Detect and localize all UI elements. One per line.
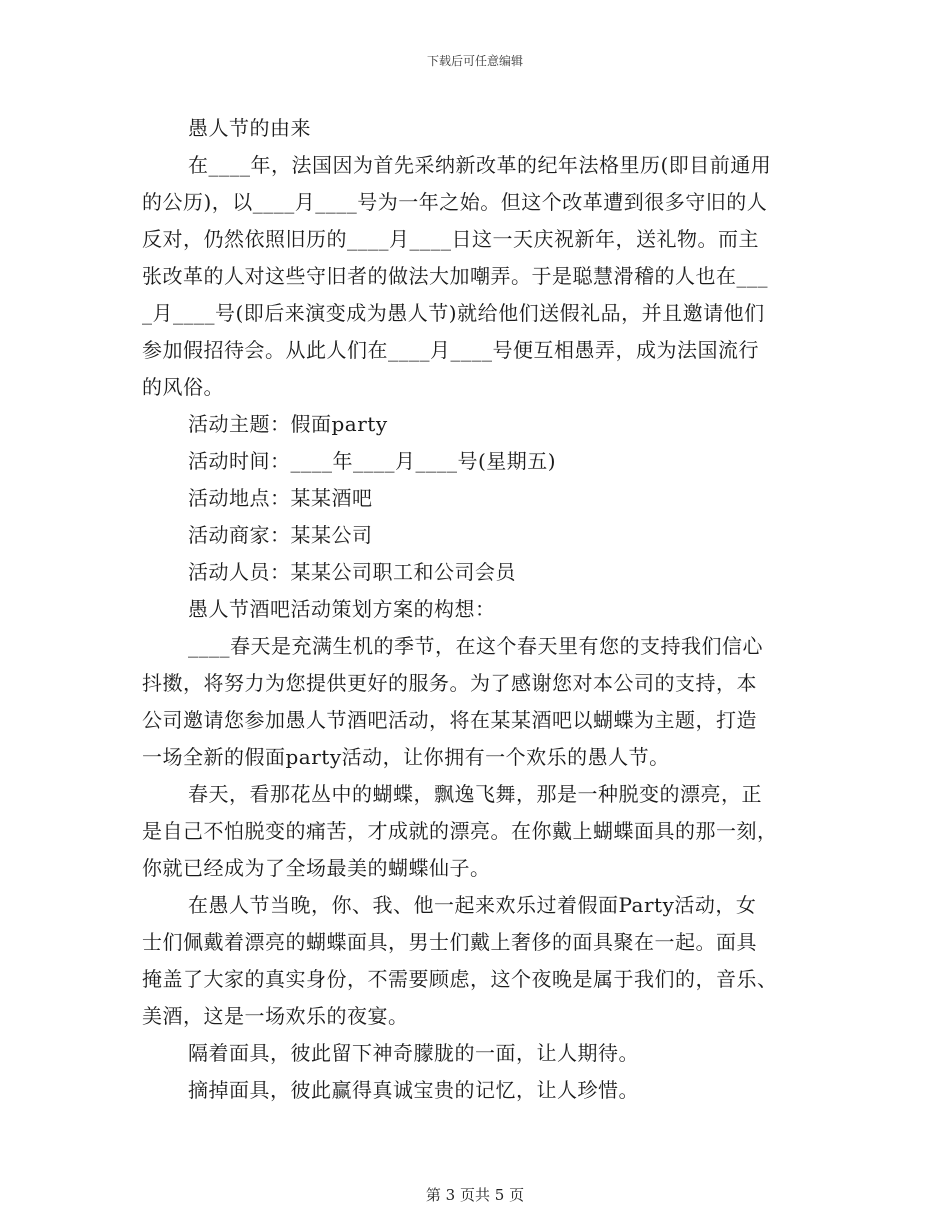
paragraph-line: 掩盖了大家的真实身份，不需要顾虑，这个夜晚是属于我们的，音乐、 bbox=[142, 967, 778, 991]
paragraph-line: 在____年，法国因为首先采纳新改革的纪年法格里历(即目前通用 bbox=[188, 153, 772, 177]
paragraph-line: 一场全新的假面party活动，让你拥有一个欢乐的愚人节。 bbox=[142, 745, 670, 769]
section-heading: 愚人节的由来 bbox=[188, 116, 311, 140]
paragraph-line: 张改革的人对这些守旧者的做法大加嘲弄。于是聪慧滑稽的人也在___ bbox=[142, 264, 768, 288]
paragraph-line: 摘掉面具，彼此赢得真诚宝贵的记忆，让人珍惜。 bbox=[188, 1078, 639, 1102]
paragraph-line: 抖擞，将努力为您提供更好的服务。为了感谢您对本公司的支持，本 bbox=[142, 671, 757, 695]
paragraph-line: 的风俗。 bbox=[142, 375, 224, 399]
paragraph-line: 春天，看那花丛中的蝴蝶，飘逸飞舞，那是一种脱变的漂亮，正 bbox=[188, 782, 762, 806]
paragraph-line: _月____号(即后来演变成为愚人节)就给他们送假礼品，并且邀请他们 bbox=[142, 301, 765, 325]
paragraph-line: 在愚人节当晚，你、我、他一起来欢乐过着假面Party活动，女 bbox=[188, 893, 757, 917]
page-number: 第 3 页共 5 页 bbox=[425, 1186, 525, 1204]
paragraph-line: 士们佩戴着漂亮的蝴蝶面具，男士们戴上奢侈的面具聚在一起。面具 bbox=[142, 930, 757, 954]
paragraph-line: 隔着面具，彼此留下神奇朦胧的一面，让人期待。 bbox=[188, 1041, 639, 1065]
activity-time: 活动时间：____年____月____号(星期五) bbox=[188, 449, 557, 473]
paragraph-line: ____春天是充满生机的季节，在这个春天里有您的支持我们信心 bbox=[188, 634, 763, 658]
paragraph-line: 你就已经成为了全场最美的蝴蝶仙子。 bbox=[142, 856, 491, 880]
paragraph-line: 参加假招待会。从此人们在____月____号便互相愚弄，成为法国流行 bbox=[142, 338, 759, 362]
plan-concept-heading: 愚人节酒吧活动策划方案的构想： bbox=[188, 597, 496, 621]
paragraph-line: 美酒，这是一场欢乐的夜宴。 bbox=[142, 1004, 409, 1028]
activity-theme: 活动主题：假面party bbox=[188, 412, 388, 436]
activity-merchant: 活动商家：某某公司 bbox=[188, 523, 373, 547]
page-header: 下载后可任意编辑 bbox=[426, 54, 523, 68]
document-body bbox=[142, 110, 810, 1109]
activity-participants: 活动人员：某某公司职工和公司会员 bbox=[188, 560, 516, 584]
paragraph-line: 公司邀请您参加愚人节酒吧活动，将在某某酒吧以蝴蝶为主题，打造 bbox=[142, 708, 757, 732]
activity-location: 活动地点：某某酒吧 bbox=[188, 486, 373, 510]
paragraph-line: 的公历)，以____月____号为一年之始。但这个改革遭到很多守旧的人 bbox=[142, 190, 768, 214]
paragraph-line: 是自己不怕脱变的痛苦，才成就的漂亮。在你戴上蝴蝶面具的那一刻， bbox=[142, 819, 778, 843]
paragraph-line: 反对，仍然依照旧历的____月____日这一天庆祝新年，送礼物。而主 bbox=[142, 227, 759, 251]
